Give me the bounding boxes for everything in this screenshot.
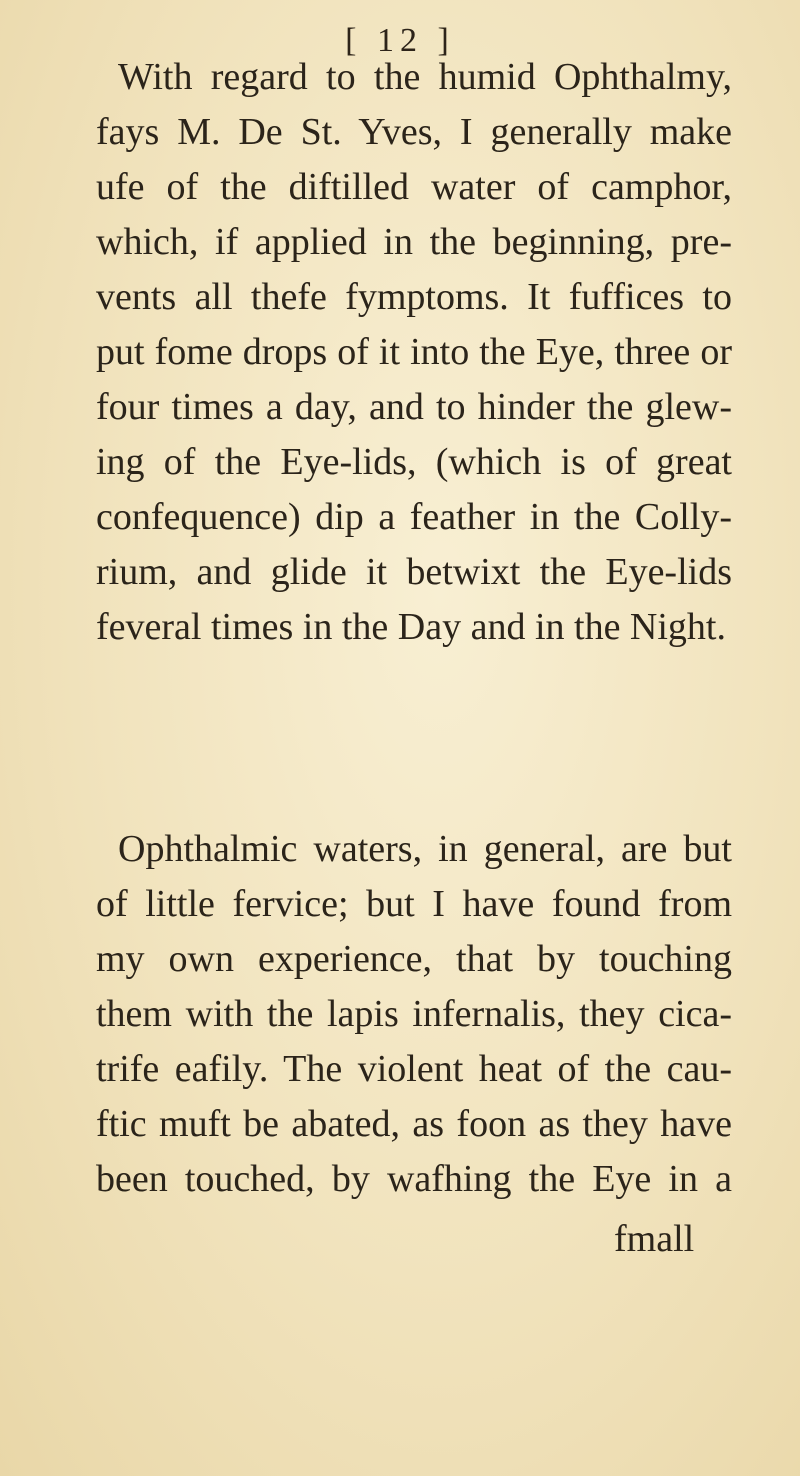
text-line: feveral times in the Day and in the Night. (96, 606, 726, 648)
text-line: With regard to the humid Ophthalmy, (118, 56, 732, 98)
text-line: my own experience, that by touching (96, 938, 732, 980)
text-line: ing of the Eye-lids, (which is of great (96, 441, 732, 483)
text-line: of little fervice; but I have found from (96, 883, 732, 925)
paragraph-1 (96, 50, 732, 655)
text-line: confequence) dip a feather in the Colly- (96, 496, 732, 538)
page-number: [ 12 ] (345, 22, 455, 59)
catchword: fmall (614, 1218, 695, 1260)
text-line: four times a day, and to hinder the glew- (96, 386, 732, 428)
text-line: them with the lapis infernalis, they cica- (96, 993, 732, 1035)
text-line: fays M. De St. Yves, I generally make (96, 111, 732, 153)
text-line: Ophthalmic waters, in general, are but (118, 828, 732, 870)
text-line: ufe of the diftilled water of camphor, (96, 166, 732, 208)
text-line: which, if applied in the beginning, pre- (96, 221, 732, 263)
text-line: put fome drops of it into the Eye, three or (96, 331, 732, 373)
paragraph-2 (96, 822, 732, 1207)
text-line: vents all thefe fymptoms. It fuffices to (96, 276, 732, 318)
text-line: ftic muft be abated, as foon as they have (96, 1103, 732, 1145)
text-line: been touched, by wafhing the Eye in a (96, 1158, 732, 1200)
text-line: rium, and glide it betwixt the Eye-lids (96, 551, 732, 593)
text-line: trife eafily. The violent heat of the cau- (96, 1048, 732, 1090)
